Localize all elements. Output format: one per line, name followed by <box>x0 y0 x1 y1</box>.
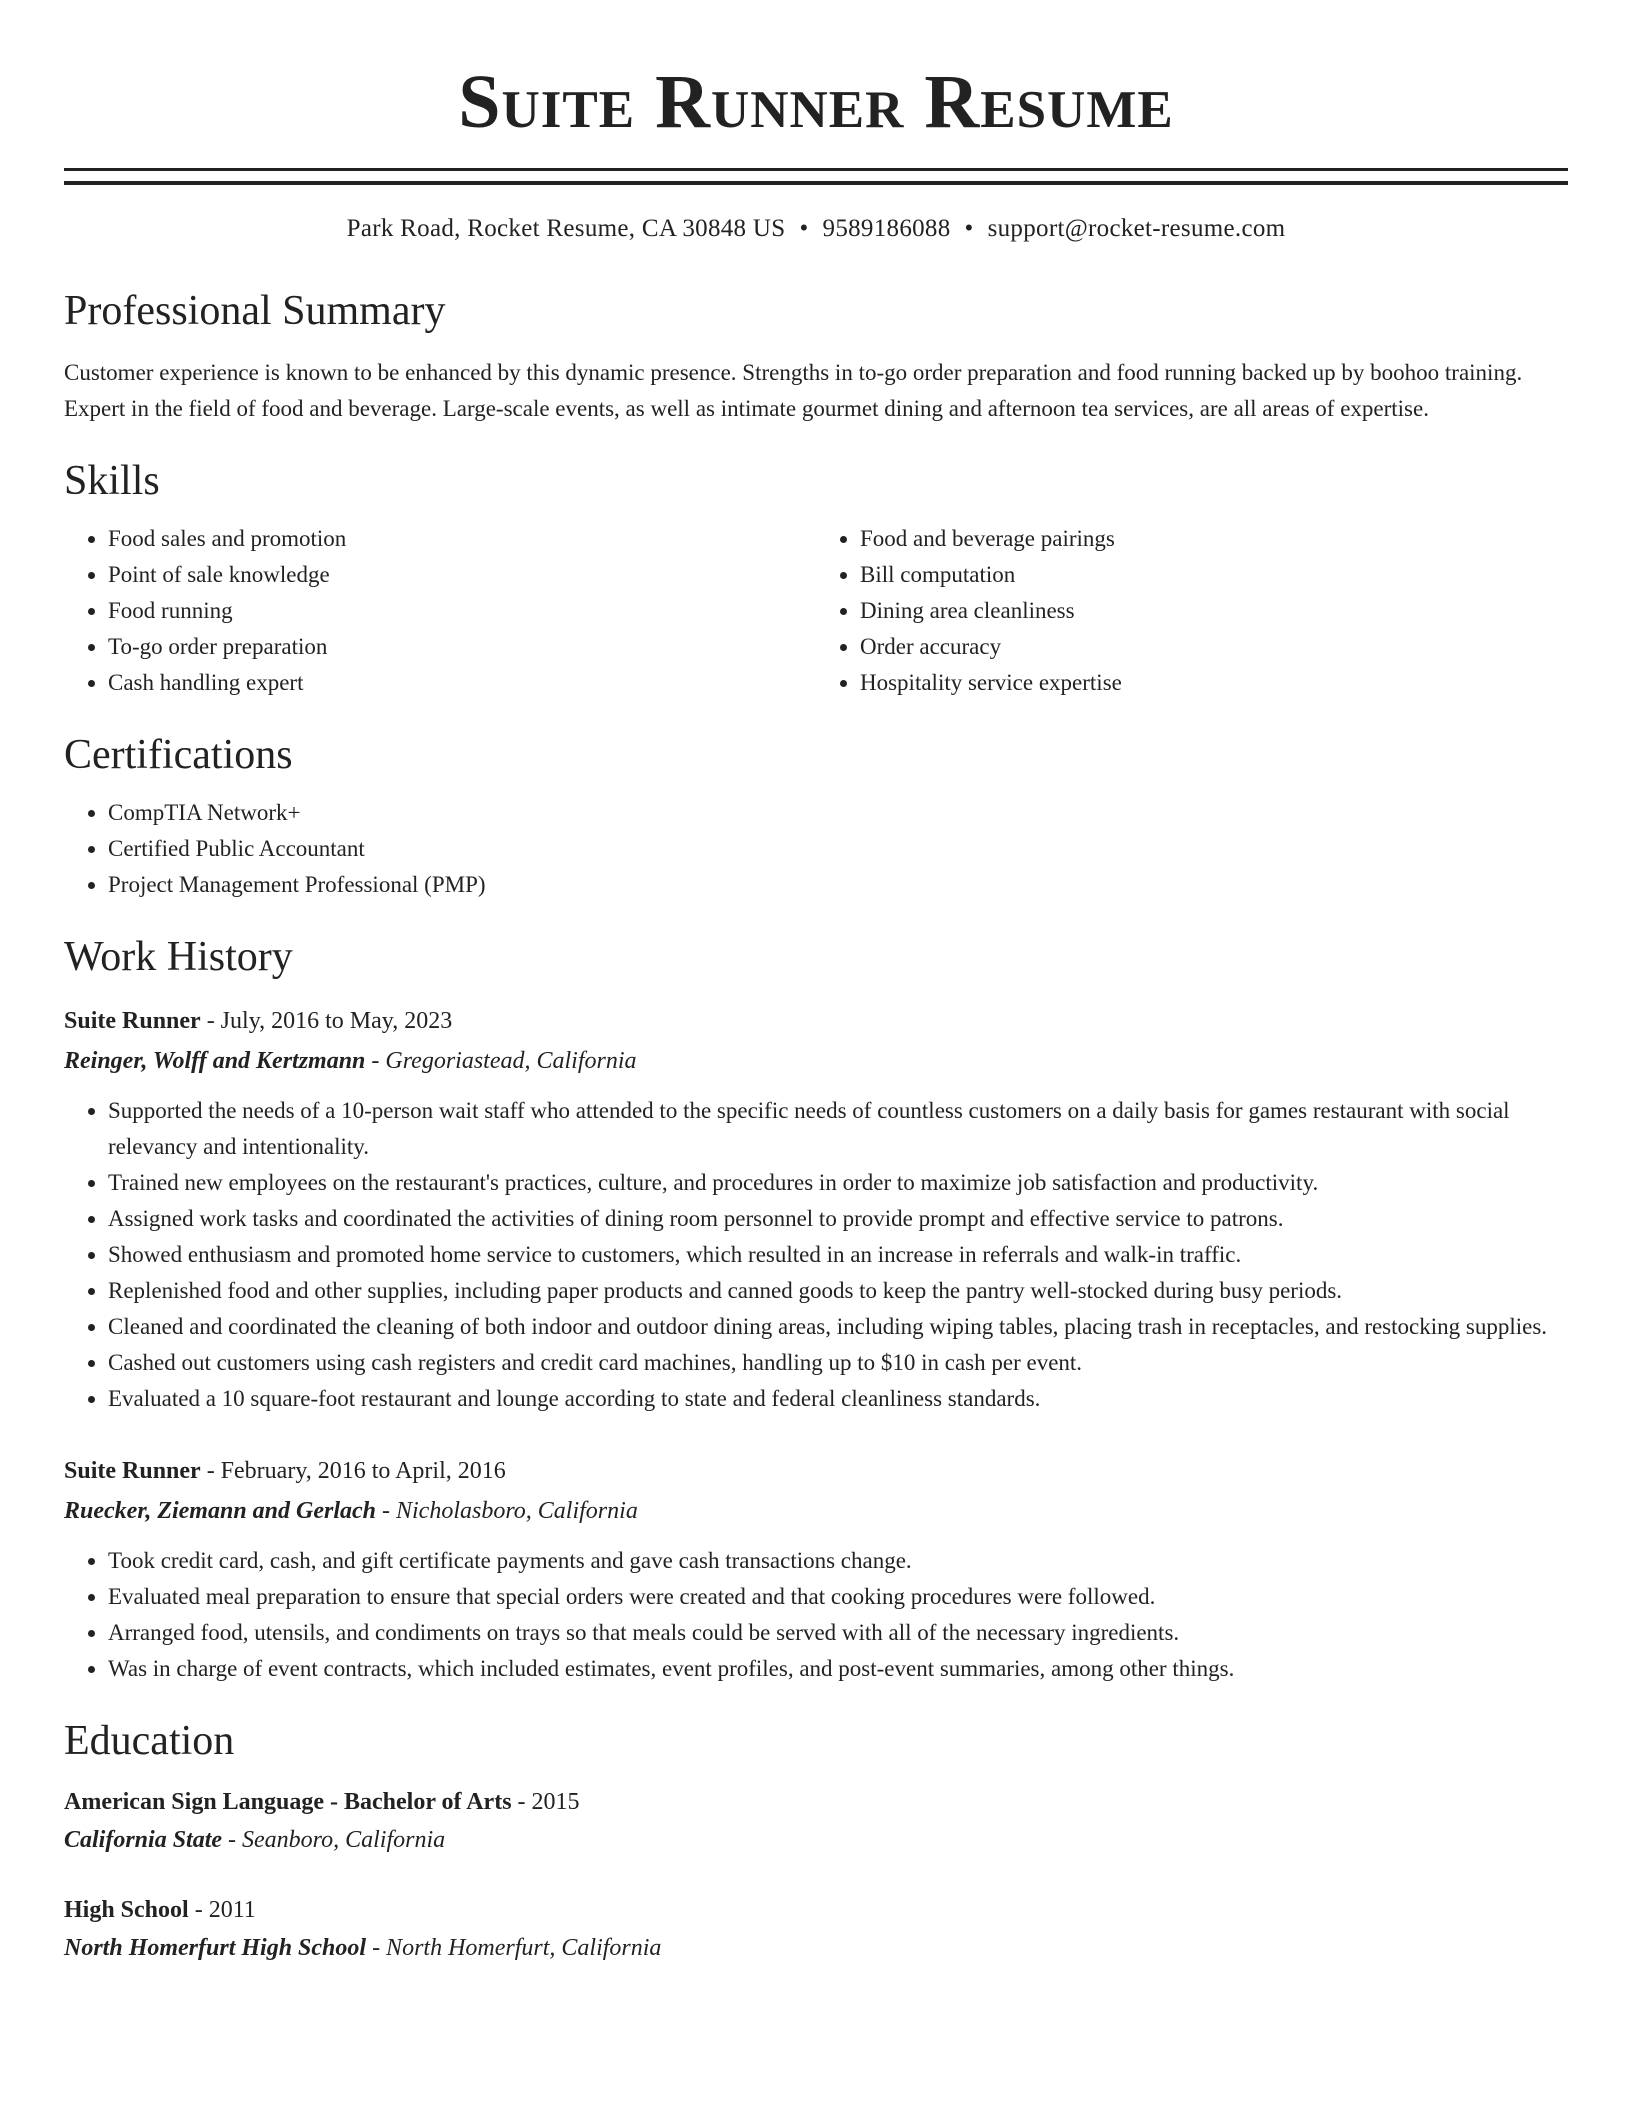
education-entry <box>64 1891 1568 1967</box>
job-bullet: • Supported the needs of a 10-person wait staff who attended to the specific needs of countless customers on a daily basis for games restaurant with social relevancy and intentionality. <box>108 1093 1568 1165</box>
skill-item: • Hospitality service expertise <box>860 665 1568 701</box>
education-degree: American Sign Language - Bachelor of Arts <box>64 1789 512 1815</box>
education-year: - 2015 <box>511 1789 580 1815</box>
education-school-line <box>64 1929 1568 1967</box>
certifications-heading: Certifications <box>64 732 293 778</box>
job-location: - Nicholasboro, California <box>376 1498 638 1524</box>
job-bullet: • Arranged food, utensils, and condiments on trays so that meals could be served with all of the necessary ingredients. <box>108 1615 1568 1651</box>
skill-item: • Point of sale knowledge <box>108 557 816 593</box>
job-title-line <box>64 1001 1568 1041</box>
job-bullet: • Showed enthusiasm and promoted home service to customers, which resulted in an increase in referrals and walk-in traffic. <box>108 1237 1568 1273</box>
education-location: - Seanboro, California <box>222 1827 446 1853</box>
job-bullet: • Cleaned and coordinated the cleaning of both indoor and outdoor dining areas, including wiping tables, placing trash in receptacles, and restocking supplies. <box>108 1309 1568 1345</box>
education-degree-line <box>64 1783 1568 1821</box>
job-entry <box>64 1451 1568 1687</box>
skills-columns <box>64 521 1568 701</box>
education-school: California State <box>64 1827 223 1853</box>
skill-item: • Cash handling expert <box>108 665 816 701</box>
certification-item: • Certified Public Accountant <box>108 831 1568 867</box>
skill-item: • To-go order preparation <box>108 629 816 665</box>
job-title-line <box>64 1451 1568 1491</box>
job-title: Suite Runner <box>64 1458 201 1484</box>
education-entry <box>64 1783 1568 1859</box>
job-dates: - February, 2016 to April, 2016 <box>200 1458 506 1484</box>
job-bullet: • Cashed out customers using cash registers and credit card machines, handling up to $10 in cash per event. <box>108 1345 1568 1381</box>
certification-item: • Project Management Professional (PMP) <box>108 867 1568 903</box>
job-company-line <box>64 1491 1568 1531</box>
contact-phone: 9589186088 <box>822 215 951 242</box>
job-company-line <box>64 1041 1568 1081</box>
job-company: Reinger, Wolff and Kertzmann <box>64 1048 366 1074</box>
contact-email: support@rocket-resume.com <box>987 215 1286 242</box>
job-bullets <box>64 1543 1568 1687</box>
work-history-heading: Work History <box>64 934 293 980</box>
education-year: - 2011 <box>188 1897 256 1923</box>
education-location: - North Homerfurt, California <box>366 1935 662 1961</box>
skills-heading: Skills <box>64 458 160 504</box>
education-degree-line <box>64 1891 1568 1929</box>
skills-list-left <box>64 521 816 701</box>
page-title: Suite Runner Resume <box>458 60 1174 144</box>
job-bullets <box>64 1093 1568 1417</box>
job-bullet: • Trained new employees on the restaurant's practices, culture, and procedures in order to maximize job satisfaction and productivity. <box>108 1165 1568 1201</box>
job-bullet: • Took credit card, cash, and gift certificate payments and gave cash transactions change. <box>108 1543 1568 1579</box>
summary-heading: Professional Summary <box>64 288 446 334</box>
skill-item: • Food and beverage pairings <box>860 521 1568 557</box>
job-bullet: • Replenished food and other supplies, including paper products and canned goods to keep the pantry well-stocked during busy periods. <box>108 1273 1568 1309</box>
education-degree: High School <box>64 1897 189 1923</box>
title-divider <box>64 168 1568 185</box>
education-school-line <box>64 1821 1568 1859</box>
contact-separator: • <box>799 215 809 242</box>
job-location: - Gregoriastead, California <box>365 1048 637 1074</box>
certifications-list <box>64 795 1568 903</box>
skill-item: • Food running <box>108 593 816 629</box>
job-dates: - July, 2016 to May, 2023 <box>200 1008 453 1034</box>
job-bullet: • Was in charge of event contracts, which included estimates, event profiles, and post-event summaries, among other things. <box>108 1651 1568 1687</box>
contact-line <box>64 213 1568 245</box>
contact-address: Park Road, Rocket Resume, CA 30848 US <box>346 215 786 242</box>
job-bullet: • Assigned work tasks and coordinated the activities of dining room personnel to provide prompt and effective service to patrons. <box>108 1201 1568 1237</box>
skill-item: • Order accuracy <box>860 629 1568 665</box>
skill-item: • Bill computation <box>860 557 1568 593</box>
skill-item: • Dining area cleanliness <box>860 593 1568 629</box>
job-title: Suite Runner <box>64 1008 201 1034</box>
job-bullet: • Evaluated a 10 square-foot restaurant and lounge according to state and federal cleanliness standards. <box>108 1381 1568 1417</box>
skills-list-right <box>816 521 1568 701</box>
summary-text: Customer experience is known to be enhanced by this dynamic presence. Strengths in to-go order preparation and food running backed up by boohoo training. Expert in the field of food and beverage. Large-scale events, as well as intimate gourmet dining and afternoon tea services, are all areas of expertise. <box>64 360 1523 421</box>
job-entry <box>64 1001 1568 1417</box>
skill-item: • Food sales and promotion <box>108 521 816 557</box>
education-heading: Education <box>64 1718 235 1764</box>
education-school: North Homerfurt High School <box>64 1935 367 1961</box>
contact-separator: • <box>964 215 974 242</box>
job-company: Ruecker, Ziemann and Gerlach <box>64 1498 377 1524</box>
job-bullet: • Evaluated meal preparation to ensure that special orders were created and that cooking procedures were followed. <box>108 1579 1568 1615</box>
certification-item: • CompTIA Network+ <box>108 795 1568 831</box>
